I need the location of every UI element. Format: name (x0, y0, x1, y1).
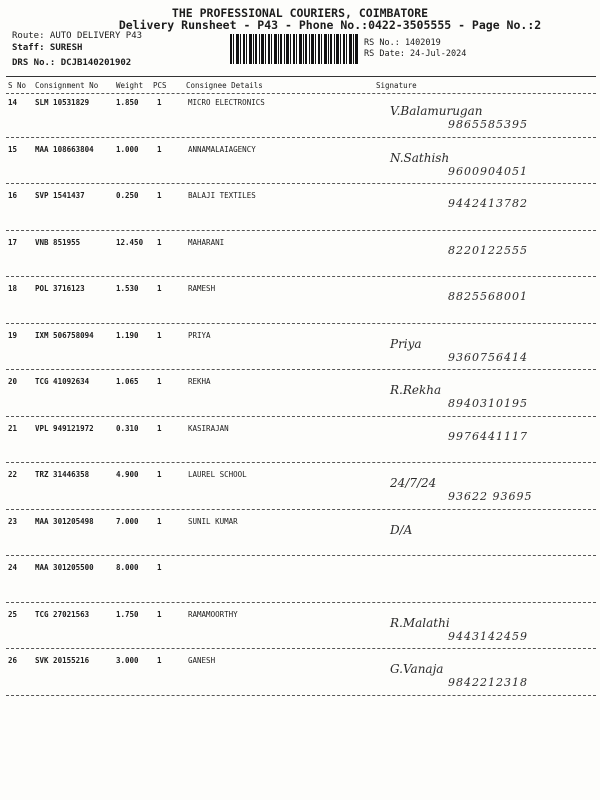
signature-name: Priya (390, 337, 422, 351)
row-consignee-name: REKHA (188, 377, 211, 386)
signature-phone: 93622 93695 (448, 490, 533, 503)
row-separator (6, 137, 596, 138)
row-weight: 1.850 (116, 98, 139, 107)
row-pcs: 1 (157, 563, 162, 572)
row-sno: 21 (8, 424, 18, 433)
row-pcs: 1 (157, 145, 162, 154)
row-consignee-name: SUNIL KUMAR (188, 517, 238, 526)
row-sno: 22 (8, 470, 18, 479)
row-consignee-name: RAMAMOORTHY (188, 610, 238, 619)
row-signature (378, 151, 593, 178)
row-signature (378, 383, 593, 410)
row-weight: 1.530 (116, 284, 139, 293)
signature-phone: 8940310195 (448, 397, 528, 410)
row-consignment-no: SLM 10531829 (35, 98, 90, 107)
header-top-rule (6, 76, 596, 77)
staff-label: Staff: SURESH (12, 43, 83, 53)
row-signature (378, 244, 593, 257)
row-pcs: 1 (157, 424, 162, 433)
row-sno: 16 (8, 191, 18, 200)
row-consignment-no: POL 3716123 (35, 284, 85, 293)
row-weight: 7.000 (116, 517, 139, 526)
row-signature (378, 430, 593, 443)
barcode-image (230, 34, 358, 64)
drs-number: DRS No.: DCJB140201902 (12, 58, 132, 68)
row-consignee-name: ANNAMALAIAGENCY (188, 145, 256, 154)
signature-phone: 9442413782 (448, 197, 528, 210)
route-label: Route: AUTO DELIVERY P43 (12, 31, 143, 41)
signature-name: R.Malathi (390, 616, 450, 630)
row-separator (6, 695, 596, 696)
row-consignee-name: PRIYA (188, 331, 211, 340)
row-pcs: 1 (157, 238, 162, 247)
row-weight: 12.450 (116, 238, 144, 247)
signature-name: G.Vanaja (390, 662, 444, 676)
row-weight: 0.310 (116, 424, 139, 433)
row-separator (6, 602, 596, 603)
row-weight: 1.750 (116, 610, 139, 619)
row-weight: 1.190 (116, 331, 139, 340)
signature-phone: 8220122555 (448, 244, 528, 257)
signature-phone: 9443142459 (448, 630, 528, 643)
col-pcs: PCS (153, 81, 167, 90)
row-pcs: 1 (157, 191, 162, 200)
signature-phone: 9600904051 (448, 165, 528, 178)
row-consignee-name: MICRO ELECTRONICS (188, 98, 265, 107)
row-signature (378, 337, 593, 364)
row-consignment-no: VPL 949121972 (35, 424, 94, 433)
row-weight: 3.000 (116, 656, 139, 665)
col-consignee: Consignee Details (186, 81, 263, 90)
rs-number: RS No.: 1402019 (364, 38, 441, 48)
signature-phone: 9360756414 (448, 351, 528, 364)
row-separator (6, 230, 596, 231)
row-sno: 26 (8, 656, 18, 665)
row-consignment-no: TCG 41092634 (35, 377, 90, 386)
signature-name: 24/7/24 (390, 476, 437, 490)
col-signature: Signature (376, 81, 417, 90)
row-signature (378, 616, 593, 643)
row-consignee-name: GANESH (188, 656, 216, 665)
col-sno: S No (8, 81, 27, 90)
row-separator (6, 509, 596, 510)
runsheet-title: Delivery Runsheet - P43 - Phone No.:0422-3505555 - Page No.:2 (118, 18, 542, 32)
row-pcs: 1 (157, 377, 162, 386)
signature-phone: 8825568001 (448, 290, 528, 303)
row-pcs: 1 (157, 470, 162, 479)
row-pcs: 1 (157, 284, 162, 293)
row-separator (6, 323, 596, 324)
row-pcs: 1 (157, 610, 162, 619)
row-sno: 17 (8, 238, 18, 247)
row-consignment-no: MAA 301205500 (35, 563, 94, 572)
row-consignment-no: TRZ 31446358 (35, 470, 90, 479)
row-sno: 24 (8, 563, 18, 572)
row-sno: 23 (8, 517, 18, 526)
row-weight: 0.250 (116, 191, 139, 200)
row-signature (378, 290, 593, 303)
row-sno: 14 (8, 98, 18, 107)
row-signature (378, 104, 593, 131)
row-weight: 1.065 (116, 377, 139, 386)
row-consignee-name: LAUREL SCHOOL (188, 470, 247, 479)
row-separator (6, 416, 596, 417)
row-pcs: 1 (157, 656, 162, 665)
signature-name: V.Balamurugan (390, 104, 483, 118)
signature-name: N.Sathish (390, 151, 450, 165)
row-sno: 18 (8, 284, 18, 293)
signature-phone: 9976441117 (448, 430, 528, 443)
row-signature (378, 662, 593, 689)
row-sno: 15 (8, 145, 18, 154)
row-separator (6, 369, 596, 370)
col-consignment: Consignment No (35, 81, 99, 90)
row-consignee-name: KASIRAJAN (188, 424, 229, 433)
signature-phone: 9842212318 (448, 676, 528, 689)
row-weight: 8.000 (116, 563, 139, 572)
row-consignee-name: RAMESH (188, 284, 216, 293)
signature-phone: 9865585395 (448, 118, 528, 131)
row-consignee-name: BALAJI TEXTILES (188, 191, 256, 200)
row-consignment-no: TCG 27021563 (35, 610, 90, 619)
row-signature (378, 476, 593, 503)
row-sno: 20 (8, 377, 18, 386)
row-consignment-no: SVP 1541437 (35, 191, 85, 200)
row-consignment-no: MAA 301205498 (35, 517, 94, 526)
row-separator (6, 555, 596, 556)
row-separator (6, 183, 596, 184)
row-consignee-name: MAHARANI (188, 238, 225, 247)
row-consignment-no: VNB 851955 (35, 238, 81, 247)
signature-name: D/A (390, 523, 413, 537)
rs-date: RS Date: 24-Jul-2024 (364, 49, 467, 59)
row-pcs: 1 (157, 331, 162, 340)
row-weight: 1.000 (116, 145, 139, 154)
row-signature (378, 523, 593, 537)
header-bottom-rule (6, 93, 596, 94)
row-separator (6, 462, 596, 463)
row-signature (378, 197, 593, 210)
row-consignment-no: IXM 506758094 (35, 331, 94, 340)
row-separator (6, 648, 596, 649)
row-sno: 25 (8, 610, 18, 619)
row-sno: 19 (8, 331, 18, 340)
col-weight: Weight (116, 81, 144, 90)
company-title: THE PROFESSIONAL COURIERS, COIMBATORE (171, 6, 429, 20)
row-consignment-no: MAA 108663804 (35, 145, 94, 154)
row-pcs: 1 (157, 98, 162, 107)
row-consignment-no: SVK 20155216 (35, 656, 90, 665)
row-separator (6, 276, 596, 277)
signature-name: R.Rekha (390, 383, 442, 397)
row-weight: 4.900 (116, 470, 139, 479)
row-pcs: 1 (157, 517, 162, 526)
